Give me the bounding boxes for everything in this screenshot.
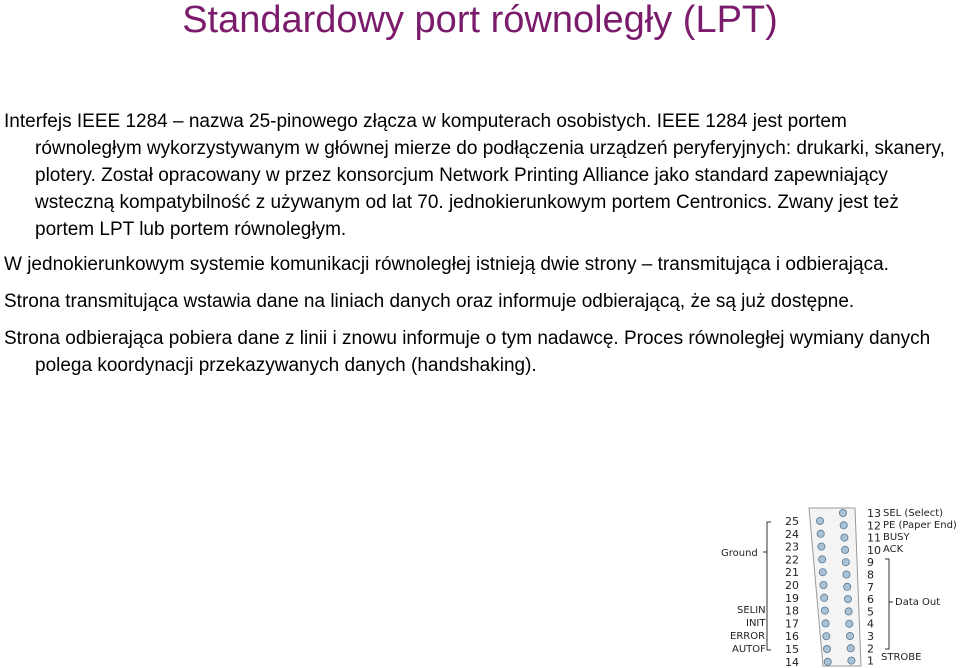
connector-pin [844,583,851,590]
pin-number-label: 1 [867,654,874,668]
error-label: ERROR [730,631,766,642]
pin-number-label: 6 [867,593,874,607]
paragraph-transmitting: Strona transmitująca wstawia dane na liniach danych oraz informuje odbierającą, że są już dostępne. [4,291,855,312]
pin-number-label: 23 [785,540,799,554]
connector-pin [823,633,830,640]
connector-pin [819,556,826,563]
pe-label: PE (Paper End) [883,520,957,531]
connector-pin [843,571,850,578]
data-out-label: Data Out [895,597,941,608]
pin-number-label: 14 [785,655,799,668]
pin-number-label: 7 [867,580,874,594]
connector-pin [842,559,849,566]
pin-number-label: 24 [785,527,799,541]
pin-number-label: 12 [867,519,881,533]
connector-pin [820,581,827,588]
pin-number-label: 11 [867,531,881,545]
connector-pin [821,607,828,614]
pin-number-label: 2 [867,642,874,656]
paragraph-ieee1284: Interfejs IEEE 1284 – nazwa 25-pinowego złącza w komputerach osobistych. IEEE 1284 jest portem równoległym wykorzystywanym w głównej mierze do podłączenia urządzeń peryferyjnych: drukarki, skanery, plotery. Został opracowany w przez konsorcjum Network Printing Alliance jako standard zapewniający wsteczną kompatybilność z używanym od lat 70. jednokierunkowym portem Centronics. Zwany jest też portem LPT lub portem równoległym. [4,111,945,240]
paragraph-receiving: Strona odbierająca pobiera dane z linii i znowu informuje o tym nadawcę. Proces równoległej wymiany danych polega koordynacji przekazywanych danych (handshaking). [4,328,931,376]
pin-number-label: 18 [785,604,799,618]
slide-body [4,108,954,379]
ack-label: ACK [883,544,904,555]
busy-label: BUSY [883,532,910,543]
connector-pin [846,620,853,627]
connector-pin [819,569,826,576]
lpt-pinout-diagram [715,500,960,668]
connector-pin [821,594,828,601]
connector-shell [809,508,861,666]
pin-number-label: 25 [785,515,799,528]
pin-number-label: 13 [867,507,881,520]
connector-pin [818,543,825,550]
pin-number-label: 20 [785,579,799,592]
autof-label: AUTOF [732,644,766,655]
connector-pin [839,509,846,516]
pin-number-label: 8 [867,568,874,582]
slide-title: Standardowy port równoległy (LPT) [182,0,778,41]
ground-label: Ground [721,548,758,559]
connector-pin [842,546,849,553]
connector-pin [847,645,854,652]
connector-pin [841,534,848,541]
pin-number-label: 21 [785,566,799,580]
pin-number-label: 5 [867,605,874,619]
data-out-bracket [885,559,893,649]
connector-pin [845,608,852,615]
init-label: INIT [746,618,766,629]
connector-pin [844,596,851,603]
pin-number-label: 22 [785,553,799,567]
sel-label: SEL (Select) [883,508,944,519]
pin-number-label: 16 [785,630,799,644]
pin-number-label: 4 [867,617,874,631]
strobe-label: STROBE [881,652,922,663]
connector-pin [840,522,847,529]
pin-number-label: 10 [867,543,881,557]
pin-number-label: 15 [785,643,799,656]
pin-number-label: 19 [785,591,799,605]
selin-label: SELIN [737,605,766,616]
connector-pin [824,658,831,665]
connector-pin [817,530,824,537]
connector-pin [822,620,829,627]
pin-number-label: 9 [867,556,874,570]
paragraph-communication: W jednokierunkowym systemie komunikacji równoległej istnieją dwie strony – transmitująca i odbierająca. [4,254,889,275]
pin-number-label: 3 [867,630,874,643]
connector-pin [848,657,855,664]
connector-pin [823,645,830,652]
connector-pin [816,517,823,524]
pin-number-label: 17 [785,617,799,631]
connector-pin [846,632,853,639]
